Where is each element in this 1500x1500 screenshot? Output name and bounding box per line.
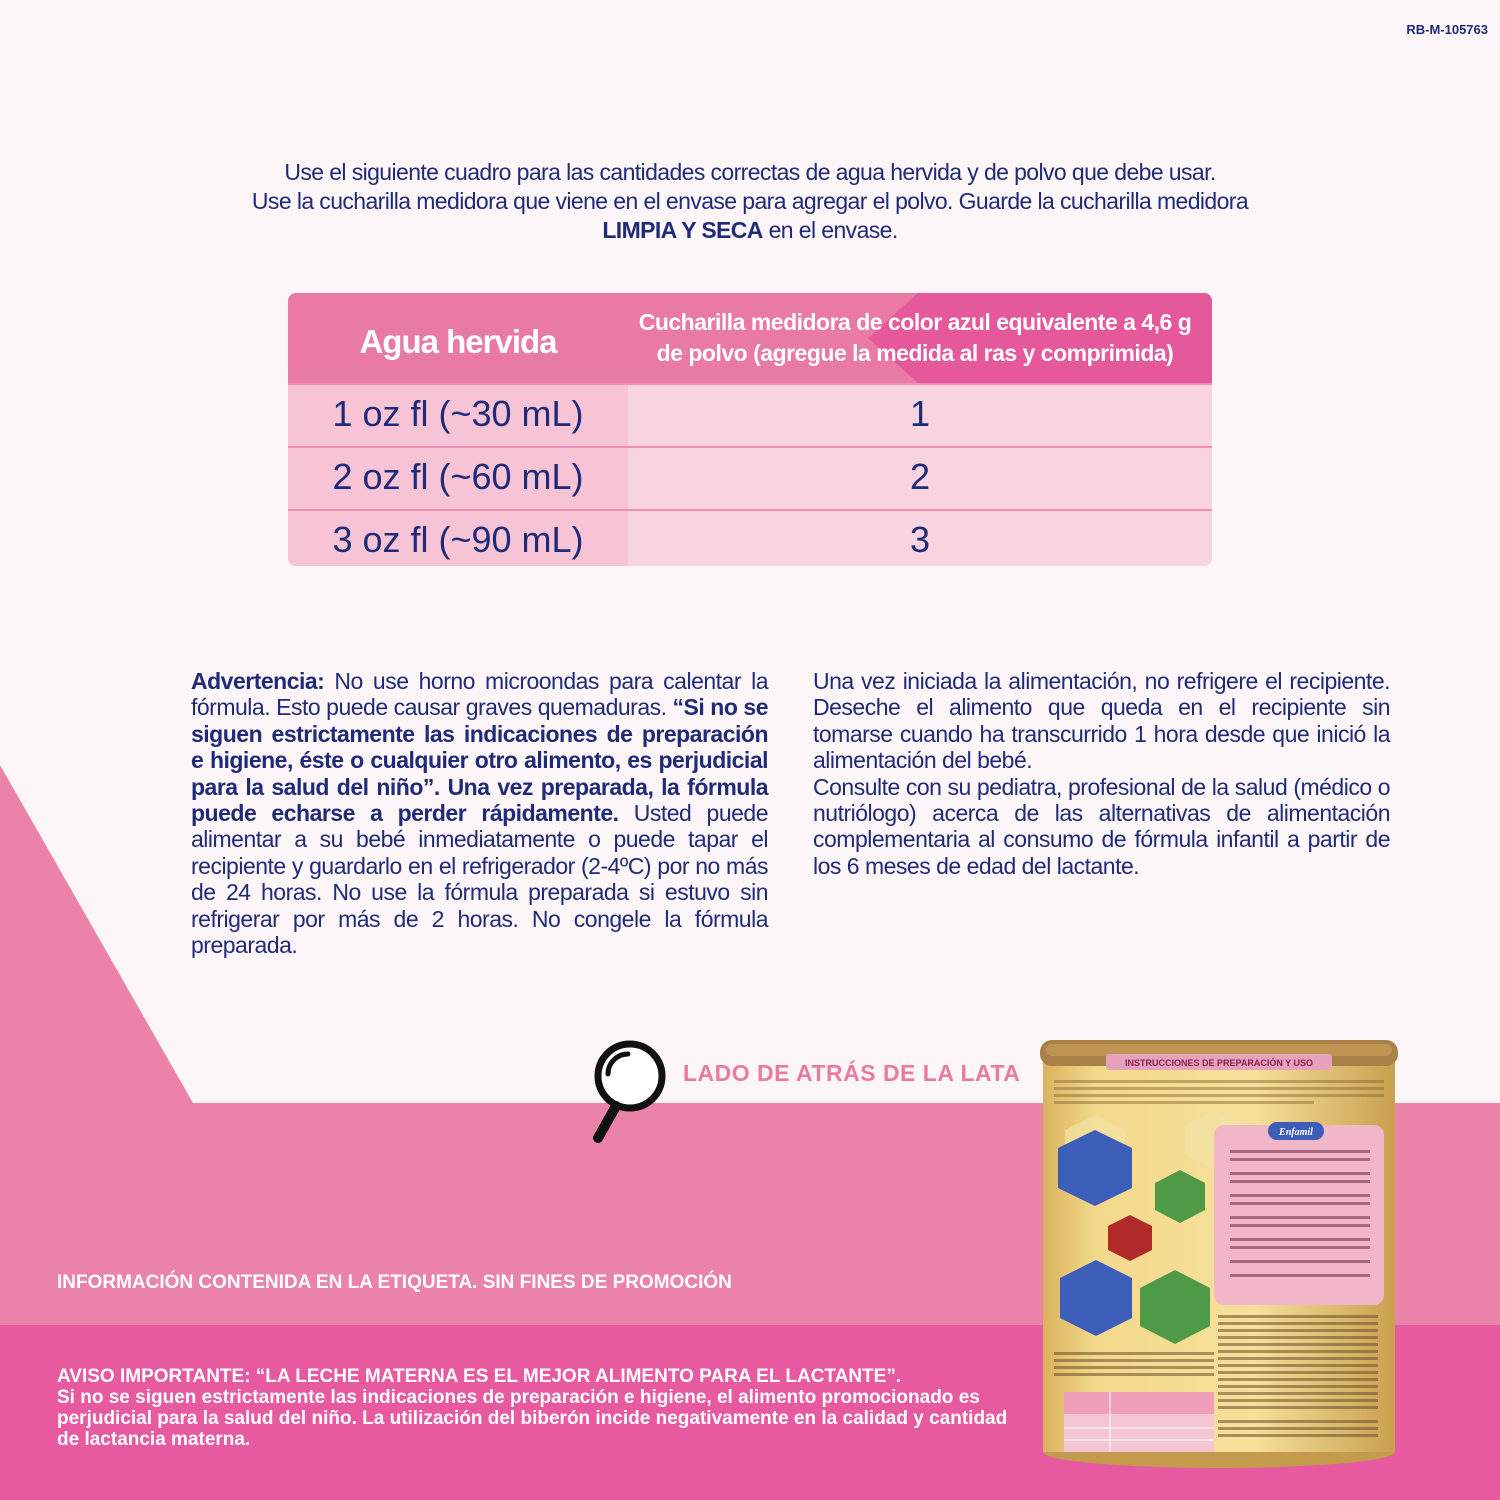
table-header <box>288 293 1212 383</box>
back-of-can-label: LADO DE ATRÁS DE LA LATA <box>683 1060 1021 1086</box>
warning-text: Advertencia: No use horno microondas para calentar la fórmula. Esto puede causar graves quemaduras. “Si no se siguen estrictamente las indicaciones de preparación e higiene, éste o cualquier otro alimento, es perjudicial para la salud del niño”. Una vez preparada, la fórmula puede echarse a perder rápidamente. Usted puede alimentar a su bebé inmediatamente o puede tapar el recipiente y guardarlo en el refrigerador (2-4ºC) por no más de 24 horas. No use la fórmula preparada si estuvo sin refrigerar por más de 2 horas. No congele la fórmula preparada. <box>191 668 768 959</box>
can-banner: INSTRUCCIONES DE PREPARACIÓN Y USO <box>1124 1058 1314 1068</box>
can-brand: Enfamil <box>1279 1127 1313 1138</box>
table-row <box>288 446 1212 509</box>
magnifier-icon <box>588 1038 672 1144</box>
header-water: Agua hervida <box>359 323 557 360</box>
header-scoop: Cucharilla medidora de color azul equivalente a 4,6 g de polvo (agregue la medida al ras y comprimida) <box>638 309 1192 366</box>
feeding-paragraph-2: Consulte con su pediatra, profesional de la salud (médico o nutriólogo) acerca de las alternativas de alimentación complementaria al consumo de fórmula infantil a partir de los 6 meses de edad del lactante. <box>813 773 1390 879</box>
scoop-cell: 3 <box>628 511 1212 566</box>
water-cell: 2 oz fl (~60 mL) <box>288 448 628 509</box>
water-cell: 3 oz fl (~90 mL) <box>288 511 628 566</box>
scoop-cell: 2 <box>628 448 1212 509</box>
intro-text <box>150 158 1350 245</box>
water-cell: 1 oz fl (~30 mL) <box>288 385 628 446</box>
table-row <box>288 509 1212 566</box>
dosing-table <box>288 293 1212 566</box>
notice-line-1: AVISO IMPORTANTE: “LA LECHE MATERNA ES EL MEJOR ALIMENTO PARA EL LACTANTE”. <box>57 1366 902 1387</box>
intro-line-2: Use la cucharilla medidora que viene en el envase para agregar el polvo. Guarde la cucharilla medidora <box>251 188 1249 214</box>
intro-bold: LIMPIA Y SECA <box>602 217 763 243</box>
notice-line-2: Si no se siguen estrictamente las indicaciones de preparación e higiene, el alimento promocionado es perjudicial para la salud del niño. La utilización del biberón incide negativamente en la calidad y cantidad de lactancia materna. <box>57 1387 1008 1450</box>
intro-tail: en el envase. <box>762 217 898 243</box>
important-notice <box>57 1366 1017 1450</box>
scoop-cell: 1 <box>628 385 1212 446</box>
warning-label: Advertencia: <box>191 668 325 694</box>
warning-bold: “Si no se siguen estrictamente las indicaciones de preparación e higiene, éste o cualquier otro alimento, es perjudicial para la salud del niño”. Una vez preparada, la fórmula puede echarse a perder rápidamente. <box>191 694 768 827</box>
table-row <box>288 383 1212 446</box>
intro-line-1: Use el siguiente cuadro para las cantidades correctas de agua hervida y de polvo que debe usar. <box>284 159 1216 185</box>
reference-code: RB-M-105763 <box>1406 22 1488 37</box>
formula-can-image <box>1040 1030 1398 1470</box>
feeding-paragraph-1: Una vez iniciada la alimentación, no refrigere el recipiente. Deseche el alimento que queda en el recipiente sin tomarse cuando ha transcurrido 1 hora desde que inició la alimentación del bebé. <box>813 668 1390 774</box>
feeding-text <box>813 668 1390 879</box>
label-info-note: INFORMACIÓN CONTENIDA EN LA ETIQUETA. SIN FINES DE PROMOCIÓN <box>57 1272 732 1293</box>
